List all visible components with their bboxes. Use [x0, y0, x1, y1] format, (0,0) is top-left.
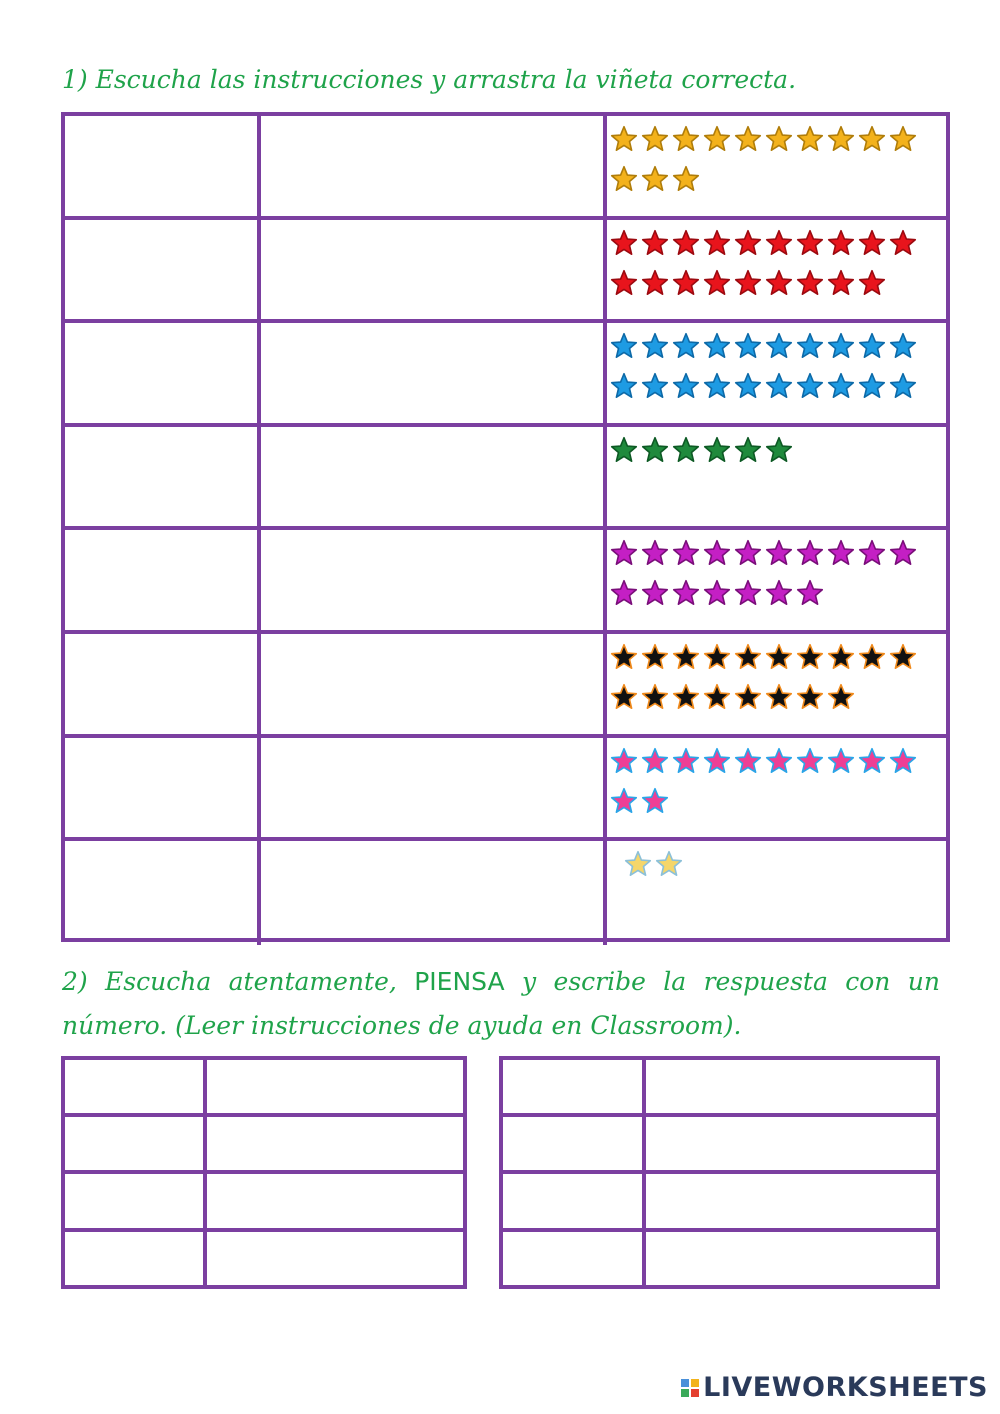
matching-table: [61, 112, 950, 942]
star-icon: [671, 638, 701, 676]
star-icon: [609, 224, 639, 262]
star-icon: [640, 327, 670, 365]
star-icon: [702, 742, 732, 780]
star-icon: [764, 742, 794, 780]
star-icon: [640, 638, 670, 676]
star-icon: [640, 367, 670, 405]
logo-square: [681, 1389, 689, 1397]
star-icon: [888, 367, 918, 405]
instruction-2: [62, 960, 940, 1048]
logo-square: [691, 1389, 699, 1397]
star-icon: [609, 264, 639, 302]
answer-label-cell[interactable]: [503, 1232, 646, 1289]
star-group: [609, 638, 929, 716]
star-icon: [609, 120, 639, 158]
star-icon: [795, 224, 825, 262]
star-icon: [654, 845, 684, 883]
star-icon: [640, 160, 670, 198]
answer-input-cell[interactable]: [207, 1117, 463, 1170]
star-icon: [857, 224, 887, 262]
answer-table-right: [499, 1056, 940, 1289]
star-group: [609, 327, 929, 405]
star-icon: [857, 264, 887, 302]
answer-label-cell[interactable]: [503, 1174, 646, 1227]
star-icon: [826, 638, 856, 676]
star-icon: [609, 782, 639, 820]
star-icon: [888, 742, 918, 780]
answer-input-cell[interactable]: [646, 1117, 936, 1170]
answer-input-cell[interactable]: [646, 1232, 936, 1289]
drop-zone-number[interactable]: [65, 116, 261, 216]
star-icon: [826, 120, 856, 158]
liveworksheets-brand: [681, 1372, 988, 1403]
answer-row: [65, 1232, 463, 1289]
star-icon: [826, 534, 856, 572]
answer-table-left: [61, 1056, 467, 1289]
star-icon: [702, 327, 732, 365]
answer-input-cell[interactable]: [646, 1060, 936, 1113]
drop-zone-word[interactable]: [261, 427, 607, 527]
answer-label-cell[interactable]: [65, 1174, 207, 1227]
star-icon: [609, 678, 639, 716]
star-icon: [888, 120, 918, 158]
drop-zone-number[interactable]: [65, 530, 261, 630]
drop-zone-number[interactable]: [65, 738, 261, 838]
star-icon: [888, 327, 918, 365]
star-icon: [764, 327, 794, 365]
star-icon: [702, 367, 732, 405]
star-icon: [671, 327, 701, 365]
star-icon: [857, 367, 887, 405]
star-icon: [733, 264, 763, 302]
star-group: [609, 224, 929, 302]
answer-row: [65, 1174, 463, 1231]
star-icon: [733, 678, 763, 716]
star-icon: [826, 327, 856, 365]
drop-zone-number[interactable]: [65, 841, 261, 945]
star-icon: [795, 742, 825, 780]
instruction-2-part-a: 2) Escucha atentamente,: [62, 967, 415, 996]
star-cell: [607, 530, 946, 630]
star-icon: [671, 534, 701, 572]
star-icon: [609, 160, 639, 198]
matching-row: [65, 220, 946, 324]
star-icon: [733, 431, 763, 469]
star-icon: [857, 327, 887, 365]
star-icon: [826, 742, 856, 780]
answer-row: [503, 1174, 936, 1231]
answer-label-cell[interactable]: [503, 1117, 646, 1170]
answer-row: [65, 1117, 463, 1174]
star-icon: [702, 534, 732, 572]
star-icon: [764, 431, 794, 469]
star-icon: [640, 782, 670, 820]
answer-label-cell[interactable]: [65, 1060, 207, 1113]
star-icon: [733, 638, 763, 676]
star-icon: [857, 120, 887, 158]
matching-row: [65, 530, 946, 634]
star-icon: [795, 367, 825, 405]
drop-zone-number[interactable]: [65, 220, 261, 320]
star-icon: [609, 638, 639, 676]
star-icon: [702, 678, 732, 716]
star-icon: [795, 534, 825, 572]
star-cell: [607, 427, 946, 527]
answer-row: [503, 1117, 936, 1174]
matching-row: [65, 634, 946, 738]
star-icon: [733, 742, 763, 780]
star-icon: [826, 224, 856, 262]
star-icon: [826, 678, 856, 716]
star-icon: [888, 224, 918, 262]
star-icon: [764, 534, 794, 572]
answer-input-cell[interactable]: [207, 1174, 463, 1227]
star-icon: [671, 367, 701, 405]
drop-zone-word[interactable]: [261, 841, 607, 945]
star-group: [609, 120, 929, 198]
logo-square: [681, 1379, 689, 1387]
drop-zone-word[interactable]: [261, 738, 607, 838]
star-icon: [702, 264, 732, 302]
star-icon: [702, 574, 732, 612]
star-icon: [733, 574, 763, 612]
drop-zone-number[interactable]: [65, 323, 261, 423]
star-cell: [607, 220, 946, 320]
star-cell: [607, 323, 946, 423]
star-group: [609, 742, 929, 820]
answer-row: [503, 1060, 936, 1117]
star-icon: [671, 224, 701, 262]
star-cell: [607, 634, 946, 734]
star-icon: [888, 638, 918, 676]
star-icon: [826, 367, 856, 405]
star-icon: [671, 574, 701, 612]
star-icon: [826, 264, 856, 302]
star-group: [609, 431, 929, 469]
star-icon: [640, 742, 670, 780]
star-icon: [609, 534, 639, 572]
liveworksheets-logo-icon: [681, 1379, 699, 1397]
star-icon: [888, 534, 918, 572]
star-icon: [857, 534, 887, 572]
star-icon: [702, 638, 732, 676]
star-group: [609, 534, 929, 612]
answer-input-cell[interactable]: [646, 1174, 936, 1227]
star-icon: [733, 327, 763, 365]
star-icon: [609, 431, 639, 469]
star-icon: [764, 120, 794, 158]
star-icon: [640, 574, 670, 612]
star-icon: [702, 120, 732, 158]
star-icon: [733, 120, 763, 158]
star-icon: [702, 431, 732, 469]
star-icon: [795, 638, 825, 676]
star-icon: [640, 224, 670, 262]
matching-row: [65, 116, 946, 220]
star-icon: [609, 742, 639, 780]
answer-row: [65, 1060, 463, 1117]
drop-zone-word[interactable]: [261, 323, 607, 423]
star-icon: [609, 327, 639, 365]
star-cell: [607, 738, 946, 838]
star-cell: [607, 841, 946, 945]
brand-name: LIVEWORKSHEETS: [703, 1372, 988, 1403]
matching-row: [65, 427, 946, 531]
drop-zone-word[interactable]: [261, 530, 607, 630]
star-icon: [795, 327, 825, 365]
star-icon: [671, 742, 701, 780]
star-icon: [857, 742, 887, 780]
star-icon: [640, 120, 670, 158]
star-icon: [640, 678, 670, 716]
star-icon: [795, 120, 825, 158]
star-icon: [764, 638, 794, 676]
instruction-2-emphasis: PIENSA: [414, 967, 505, 996]
star-icon: [733, 224, 763, 262]
answer-label-cell[interactable]: [65, 1117, 207, 1170]
star-icon: [671, 160, 701, 198]
star-icon: [795, 574, 825, 612]
drop-zone-word[interactable]: [261, 116, 607, 216]
answer-label-cell[interactable]: [65, 1232, 207, 1289]
drop-zone-number[interactable]: [65, 634, 261, 734]
star-icon: [764, 224, 794, 262]
instruction-1: 1) Escucha las instrucciones y arrastra la viñeta correcta.: [62, 65, 797, 94]
matching-row: [65, 738, 946, 842]
answer-label-cell[interactable]: [503, 1060, 646, 1113]
star-icon: [764, 574, 794, 612]
star-icon: [609, 574, 639, 612]
instruction-2-part-c: y escribe la respuesta con un número. (Leer instrucciones de ayuda en Classroom).: [62, 967, 940, 1040]
star-icon: [764, 264, 794, 302]
star-group: [609, 845, 943, 883]
star-icon: [764, 367, 794, 405]
star-icon: [671, 678, 701, 716]
star-icon: [733, 534, 763, 572]
logo-square: [691, 1379, 699, 1387]
star-icon: [640, 431, 670, 469]
matching-row: [65, 841, 946, 945]
star-icon: [764, 678, 794, 716]
answer-row: [503, 1232, 936, 1289]
drop-zone-number[interactable]: [65, 427, 261, 527]
star-icon: [671, 431, 701, 469]
star-icon: [857, 638, 887, 676]
star-icon: [702, 224, 732, 262]
star-icon: [671, 120, 701, 158]
star-cell: [607, 116, 946, 216]
star-icon: [623, 845, 653, 883]
star-icon: [671, 264, 701, 302]
star-icon: [609, 367, 639, 405]
matching-row: [65, 323, 946, 427]
star-icon: [795, 678, 825, 716]
star-icon: [640, 264, 670, 302]
star-icon: [640, 534, 670, 572]
star-icon: [795, 264, 825, 302]
answer-input-cell[interactable]: [207, 1232, 463, 1289]
drop-zone-word[interactable]: [261, 220, 607, 320]
star-icon: [733, 367, 763, 405]
answer-input-cell[interactable]: [207, 1060, 463, 1113]
drop-zone-word[interactable]: [261, 634, 607, 734]
